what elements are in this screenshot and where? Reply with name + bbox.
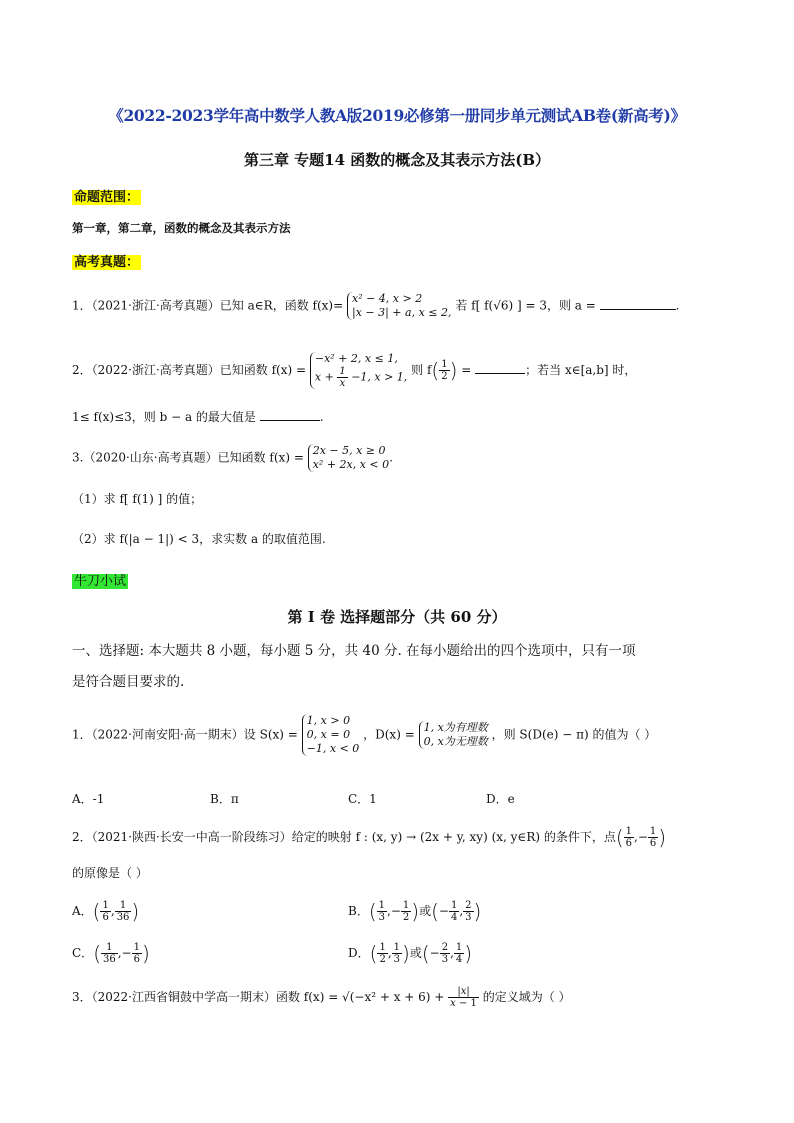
mc2-d-or: 或 [409, 946, 422, 960]
q2-line2a: 1≤ f(x)≤3，则 b − a 的最大值是 [72, 410, 256, 424]
gaokao-label: 高考真题： [74, 255, 140, 270]
q2-case2b: −1, x > 1, [351, 370, 408, 384]
q1-prefix: 1．（2021·浙江·高考真题）已知 [72, 298, 244, 313]
q2-case1: −x² + 2, x ≤ 1, [314, 352, 398, 365]
gaokao-label-wrap [72, 251, 141, 270]
mc2-a-frac1: $\frac{1}{6}$ [102, 900, 109, 923]
mc2-a-frac2: $\frac{1}{36}$ [116, 900, 130, 923]
q1-piecewise [347, 292, 452, 320]
q2-answer-blank-1[interactable] [475, 373, 525, 374]
q2-frac-half: $\frac{1}{2}$ [441, 359, 448, 382]
mc1-option-a[interactable]: A．-1 [72, 792, 105, 806]
mc2-prefix: 2．（2021·陕西·长安一中高一阶段练习）给定的映射 f : (x, y) → (2x + y, xy) (x, y∈R) 的条件下，点 [72, 830, 616, 844]
mc2-line2: 的原像是（ ） [72, 866, 148, 880]
q1-case1: x² − 4, x > 2 [351, 292, 423, 305]
mc-question-1 [72, 714, 656, 756]
mc3-tail: 的定义域为（ ） [482, 990, 571, 1004]
document-title: 《2022-2023学年高中数学人教A版2019必修第一册同步单元测试AB卷(新高考)》 [108, 106, 686, 125]
mc1-option-d[interactable]: D．e [486, 792, 515, 806]
mc2-d-frac2: $\frac{1}{3}$ [393, 942, 401, 965]
gaokao-question-1: 1．（2021·浙江·高考真题）已知 a∈R，函数 f(x)= x² − 4, x > 2 |x − 3| + a, x ≤ 2, 若 f[ f(√6) ] = 3，则 a = . [72, 292, 680, 319]
q3-sub2: （2）求 f(|a − 1|) < 3，求实数 a 的取值范围. [72, 532, 326, 546]
q3-end: . [389, 450, 393, 465]
q1-cond: a∈R，函数 f(x)= [247, 298, 344, 313]
mc2-opt-b-label: B． [348, 904, 369, 918]
mc2-c-frac1: $\frac{1}{36}$ [103, 942, 116, 965]
mc3-frac: $\frac{|x|}{x - 1}$ [450, 986, 477, 1009]
mc2-b-frac4: $\frac{2}{3}$ [465, 900, 472, 923]
mc2-c-frac2: $\frac{1}{6}$ [133, 942, 140, 965]
q3-prefix: 3.（2020·山东·高考真题）已知函数 f(x) = [72, 450, 304, 465]
gaokao-question-3 [72, 444, 393, 472]
mc1-tail: ，则 S(D(e) − π) 的值为（ ） [491, 727, 657, 742]
mc1-s1: 1, x > 0 [306, 714, 351, 727]
mc2-opt-a-label: A． [72, 904, 93, 918]
mc1-d-piecewise [419, 721, 488, 749]
mc2-b-or: 或 [419, 904, 432, 918]
section-title: 第 I 卷 选择题部分（共 60 分） [287, 608, 507, 626]
mc1-option-c[interactable]: C．1 [348, 792, 377, 806]
q3-sub1: （1）求 f[ f(1) ] 的值； [72, 492, 203, 506]
q2-mid: 则 f [411, 363, 432, 377]
gaokao-question-2-line2 [72, 408, 324, 426]
mc2-frac-1-6b: $\frac{1}{6}$ [649, 826, 657, 849]
q1-answer-blank[interactable] [600, 309, 676, 310]
chapter-title: 第三章 专题14 函数的概念及其表示方法(B） [243, 151, 551, 169]
instructions-line-1: 一、选择题: 本大题共 8 小题，每小题 5 分，共 40 分. 在每小题给出的四个选项中，只有一项 [72, 643, 636, 659]
q3-case1: 2x − 5, x ≥ 0 [312, 444, 386, 457]
q2-case2a: x + [314, 370, 334, 384]
mc2-b-frac1: $\frac{1}{3}$ [378, 900, 386, 923]
mc2-opt-d-label: D． [348, 946, 370, 960]
mc1-prefix: 1．（2022·河南安阳·高一期末）设 S(x) = [72, 727, 298, 742]
q2-line2b: . [319, 410, 324, 424]
mc1-mid: ，D(x) = [363, 727, 415, 742]
mc1-d2: 0, x为无理数 [423, 735, 488, 748]
gaokao-question-2: 2．（2022·浙江·高考真题）已知函数 f(x) = −x² + 2, x ≤ 1, x + $\frac{1}{x}$ −1, x > 1, 则 f( $\frac{1}{2}$ ) = ；若当 x∈[a,b] 时， [72, 352, 637, 389]
mc2-option-a[interactable]: A．( $\frac{1}{6}$ , $\frac{1}{36}$ ) [72, 899, 140, 924]
q2-frac-1-over-x: $\frac{1}{x}$ [339, 366, 346, 389]
mc2-d-frac4: $\frac{1}{4}$ [455, 942, 463, 965]
mc2-option-d[interactable]: D．( $\frac{1}{2}$ , $\frac{1}{3}$ )或(− $\frac{2}{3}$ , $\frac{1}{4}$ ) [348, 941, 473, 966]
mc2-option-b[interactable]: B．( $\frac{1}{3}$ ,− $\frac{1}{2}$ )或(− $\frac{1}{4}$ , $\frac{2}{3}$ ) [348, 899, 482, 924]
scope-label-wrap [72, 186, 141, 205]
mc2-d-frac1: $\frac{1}{2}$ [379, 942, 386, 965]
scope-label: 命题范围： [74, 190, 140, 205]
q1-case2: |x − 3| + a, x ≤ 2, [351, 306, 452, 319]
instructions-line-2: 是符合题目要求的. [72, 674, 185, 690]
mc2-d-frac3: $\frac{2}{3}$ [441, 942, 449, 965]
mc-question-2: 2．（2021·陕西·长安一中高一阶段练习）给定的映射 f : (x, y) → (2x + y, xy) (x, y∈R) 的条件下，点( $\frac{1}{6}$ ,− $\frac{1}{6}$ ) [72, 825, 667, 850]
mc1-option-b[interactable]: B．π [210, 792, 239, 806]
q1-tail: a = [574, 298, 596, 313]
q3-case2: x² + 2x, x < 0 [312, 458, 390, 471]
mc2-b-frac2: $\frac{1}{2}$ [402, 900, 410, 923]
q2-answer-blank-2[interactable] [260, 420, 320, 421]
mc2-option-c[interactable]: C．( $\frac{1}{36}$ ,− $\frac{1}{6}$ ) [72, 941, 150, 966]
mc2-b-frac3: $\frac{1}{4}$ [450, 900, 458, 923]
q2-eq: = [461, 363, 472, 377]
mc1-d1: 1, x为有理数 [423, 721, 488, 734]
q1-mid: 若 f[ f(√6) ] = 3，则 [455, 298, 571, 313]
q2-tail: ；若当 x∈[a,b] 时， [525, 363, 637, 377]
mc2-opt-c-label: C． [72, 946, 94, 960]
mc1-s-piecewise [302, 714, 360, 756]
practice-label: 牛刀小试 [74, 574, 127, 589]
mc1-s3: −1, x < 0 [306, 742, 360, 755]
q3-piecewise [308, 444, 389, 472]
scope-text: 第一章，第二章，函数的概念及其表示方法 [72, 221, 291, 235]
mc1-s2: 0, x = 0 [306, 728, 351, 741]
mc-question-3 [72, 986, 571, 1009]
mc2-frac-1-6: $\frac{1}{6}$ [625, 826, 633, 849]
q2-prefix: 2．（2022·浙江·高考真题）已知函数 f(x) = [72, 363, 307, 377]
mc3-text: 3．（2022·江西省铜鼓中学高一期末）函数 f(x) = √(−x² + x + 6) + [72, 990, 445, 1004]
practice-label-wrap [72, 570, 128, 589]
q2-piecewise [310, 352, 407, 389]
